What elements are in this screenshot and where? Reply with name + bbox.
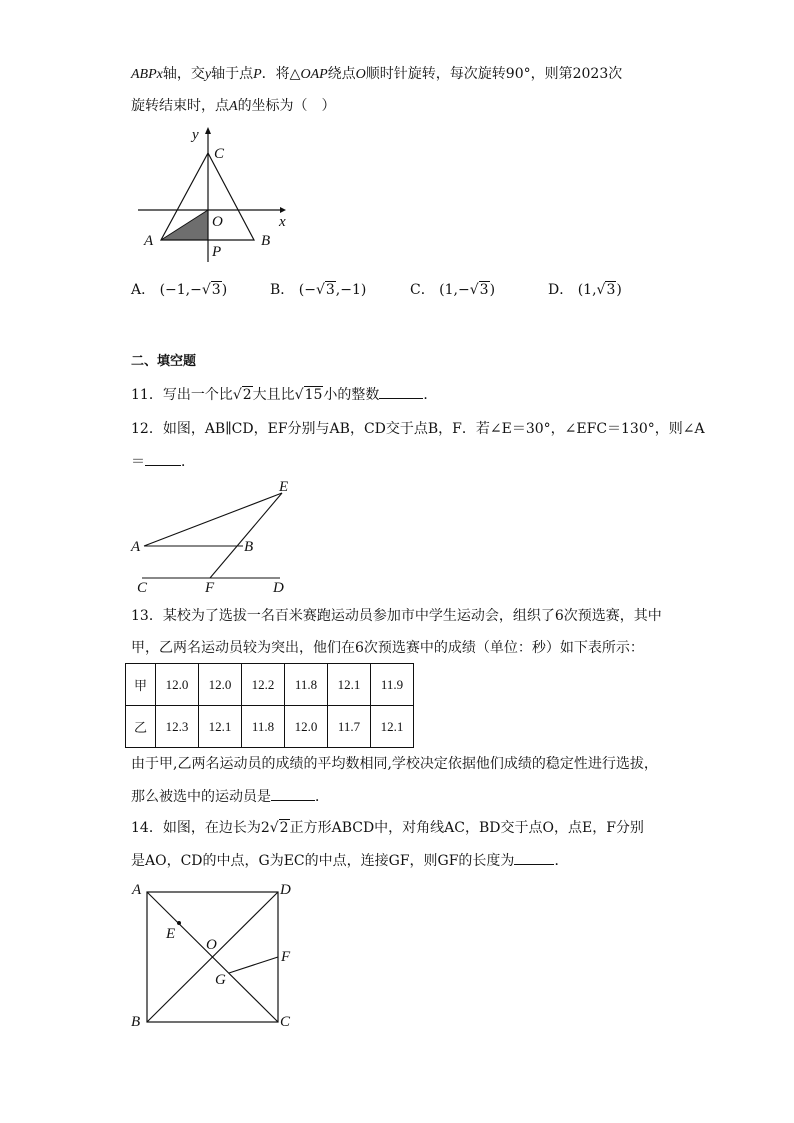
q10-p-symbol: P bbox=[148, 67, 157, 82]
q11-text-4: ． bbox=[423, 387, 438, 403]
q10-label-o: O bbox=[212, 214, 223, 230]
q12-line-ef bbox=[210, 493, 282, 578]
option-a-key: A． bbox=[131, 282, 156, 298]
score-cell: 11.9 bbox=[371, 664, 414, 706]
q14-text-1: 14．如图，在边长为2 bbox=[131, 820, 270, 836]
option-d-close: ) bbox=[616, 282, 622, 298]
q12-line-ae bbox=[144, 493, 282, 546]
q10-x-arrow bbox=[280, 207, 286, 213]
q10-text-3: ．将△ bbox=[261, 66, 301, 82]
score-cell: 12.2 bbox=[242, 664, 285, 706]
option-d-key: D． bbox=[548, 282, 574, 298]
score-cell: 11.7 bbox=[328, 706, 371, 748]
q10-option-c[interactable] bbox=[410, 280, 495, 300]
q13-line-1: 13．某校为了选拔一名百米赛跑运动员参加市中学生运动会，组织了6次预选赛，其中 bbox=[131, 608, 662, 624]
option-b-sqrt: √3 bbox=[315, 282, 335, 298]
q10-text-2: 轴于点 bbox=[211, 66, 254, 82]
option-b-text-2: ,−1 bbox=[335, 282, 361, 298]
q10-line-2 bbox=[131, 96, 336, 117]
q14-label-f: F bbox=[281, 949, 291, 965]
q12-line-2 bbox=[131, 451, 195, 472]
q12-line-1: 12．如图，AB∥CD，EF分别与AB，CD交于点B，F．若∠E＝30°，∠EFC＝130°，则∠A bbox=[131, 421, 705, 437]
q14-text-2: 正方形ABCD中，对角线AC，BD交于点O，点E，F分别 bbox=[289, 820, 644, 836]
q12-figure bbox=[130, 478, 300, 596]
option-a-open: ( bbox=[159, 282, 166, 298]
table-row bbox=[126, 706, 414, 748]
score-cell: 12.1 bbox=[371, 706, 414, 748]
q13-line-2: 甲，乙两名运动员较为突出，他们在6次预选赛中的成绩（单位：秒）如下表所示： bbox=[131, 640, 644, 656]
q14-label-c: C bbox=[280, 1014, 291, 1030]
row-label: 甲 bbox=[126, 664, 156, 706]
q13-score-table bbox=[125, 663, 414, 748]
q10-option-a[interactable] bbox=[131, 280, 227, 300]
q13-text-1: 那么被选中的运动员是 bbox=[131, 789, 271, 805]
option-b-key: B． bbox=[270, 282, 295, 298]
q12-label-d: D bbox=[273, 580, 284, 596]
q11-text-1: 11．写出一个比 bbox=[131, 387, 233, 403]
q12-label-b: B bbox=[244, 539, 254, 555]
q11-answer-blank[interactable] bbox=[379, 384, 423, 399]
q10-text-4: 绕点 bbox=[327, 66, 356, 82]
option-c-text: 1,− bbox=[444, 282, 470, 298]
option-d-text: 1, bbox=[583, 282, 597, 298]
q10-text-6: 旋转结束时，点 bbox=[131, 98, 229, 114]
q14-text-4: ． bbox=[554, 853, 569, 869]
score-cell: 11.8 bbox=[285, 664, 328, 706]
q10-line-1 bbox=[131, 64, 622, 85]
q14-sqrt: √2 bbox=[269, 820, 289, 836]
q10-text-5: 顺时针旋转，每次旋转90°，则第2023次 bbox=[365, 66, 623, 82]
q11-rad-1: 2 bbox=[242, 387, 252, 403]
q10-label-a: A bbox=[144, 233, 154, 249]
q13-answer-blank[interactable] bbox=[271, 786, 315, 801]
q10-label-y: y bbox=[192, 127, 199, 143]
q10-label-b: B bbox=[261, 233, 271, 249]
q10-point-a: A bbox=[229, 99, 238, 114]
table-row bbox=[126, 664, 414, 706]
q12-text-2: ． bbox=[181, 454, 195, 470]
q11-line bbox=[131, 384, 437, 405]
q10-option-d[interactable] bbox=[548, 280, 622, 300]
option-b-text: − bbox=[304, 282, 316, 298]
option-c-open: ( bbox=[439, 282, 445, 298]
option-b-open: ( bbox=[298, 282, 305, 298]
q14-label-a: A bbox=[132, 882, 142, 898]
q10-point-o: O bbox=[355, 67, 366, 82]
score-cell: 12.1 bbox=[199, 706, 242, 748]
q14-label-g: G bbox=[215, 972, 226, 988]
option-a-close: ) bbox=[221, 282, 228, 298]
option-a-text: −1,− bbox=[165, 282, 202, 298]
q14-label-d: D bbox=[280, 882, 291, 898]
option-b-rad: 3 bbox=[325, 282, 335, 298]
q14-line-2 bbox=[131, 850, 568, 871]
q10-label-x: x bbox=[279, 214, 286, 230]
score-cell: 12.3 bbox=[156, 706, 199, 748]
row-label: 乙 bbox=[126, 706, 156, 748]
q10-ab: AB bbox=[131, 67, 149, 82]
option-d-rad: 3 bbox=[606, 282, 616, 298]
q12-label-c: C bbox=[137, 580, 148, 596]
option-c-rad: 3 bbox=[479, 282, 489, 298]
q10-point-p: P bbox=[253, 67, 262, 82]
q10-x: x bbox=[156, 67, 163, 82]
score-cell: 12.0 bbox=[285, 706, 328, 748]
q12-label-e: E bbox=[279, 479, 289, 495]
q11-rad-2: 15 bbox=[304, 387, 323, 403]
q11-text-3: 小的整数 bbox=[323, 387, 380, 403]
q14-rad: 2 bbox=[279, 820, 289, 836]
q14-label-o: O bbox=[206, 937, 217, 953]
q10-text-7: 的坐标为（ ） bbox=[237, 98, 336, 114]
q14-segment-gf bbox=[229, 957, 278, 973]
q12-text-1: ＝ bbox=[131, 454, 145, 470]
section-heading: 二、填空题 bbox=[131, 354, 197, 369]
q14-figure bbox=[128, 880, 298, 1035]
q12-label-f: F bbox=[205, 580, 215, 596]
q13-line-4 bbox=[131, 786, 329, 807]
q14-line-1 bbox=[131, 818, 644, 838]
score-cell: 12.1 bbox=[328, 664, 371, 706]
q10-text-1: 轴，交 bbox=[162, 66, 205, 82]
q14-label-b: B bbox=[131, 1014, 141, 1030]
q10-y: y bbox=[204, 67, 212, 82]
q12-label-a: A bbox=[131, 539, 141, 555]
q14-text-3: 是AO，CD的中点，G为EC的中点，连接GF，则GF的长度为 bbox=[131, 853, 515, 869]
option-c-sqrt: √3 bbox=[469, 282, 489, 298]
q10-y-arrow bbox=[205, 127, 211, 134]
q14-answer-blank[interactable] bbox=[514, 850, 554, 865]
q10-label-c: C bbox=[214, 146, 225, 162]
option-a-rad: 3 bbox=[211, 282, 221, 298]
q11-text-2: 大且比 bbox=[252, 387, 295, 403]
q14-label-e: E bbox=[166, 926, 176, 942]
q12-answer-blank[interactable] bbox=[145, 451, 181, 466]
q10-option-b[interactable] bbox=[270, 280, 366, 300]
q13-text-2: ． bbox=[315, 789, 329, 805]
q11-sqrt-2: √15 bbox=[294, 387, 323, 403]
q10-label-p: P bbox=[212, 244, 222, 260]
q10-figure bbox=[130, 118, 300, 268]
q13-line-3: 由于甲,乙两名运动员的成绩的平均数相同,学校决定依据他们成绩的稳定性进行选拔， bbox=[131, 756, 658, 772]
q10-oap: OAP bbox=[300, 67, 328, 82]
option-c-close: ) bbox=[489, 282, 496, 298]
option-d-sqrt: √3 bbox=[596, 282, 616, 298]
q11-sqrt-1: √2 bbox=[232, 387, 252, 403]
option-a-sqrt: √3 bbox=[201, 282, 221, 298]
score-cell: 11.8 bbox=[242, 706, 285, 748]
score-cell: 12.0 bbox=[156, 664, 199, 706]
option-d-open: ( bbox=[577, 282, 584, 298]
option-b-close: ) bbox=[360, 282, 367, 298]
option-c-key: C． bbox=[410, 282, 435, 298]
q14-point-e bbox=[177, 921, 181, 925]
score-cell: 12.0 bbox=[199, 664, 242, 706]
